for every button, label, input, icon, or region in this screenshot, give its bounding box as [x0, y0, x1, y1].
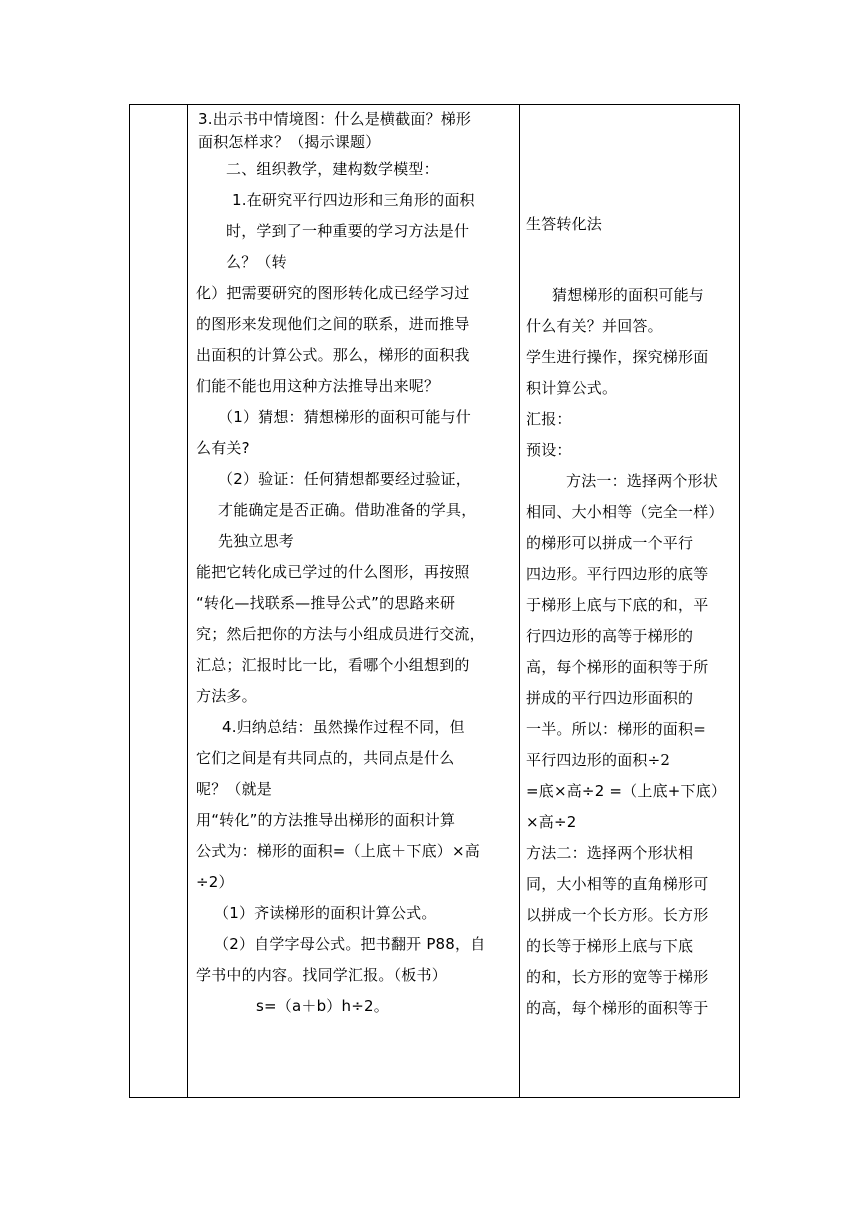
text-line: 猜想梯形的面积可能与 [552, 286, 705, 304]
text-line: 同，大小相等的直角梯形可 [526, 875, 709, 893]
text-line: “转化—找联系—推导公式”的思路来研 [196, 594, 456, 612]
text-line: 么有关? [196, 439, 250, 457]
text-line: 行四边形的高等于梯形的 [526, 627, 694, 645]
text-line: 方法多。 [196, 687, 257, 705]
text-line: 4.归纳总结：虽然操作过程不同，但 [222, 718, 465, 736]
student-activity-text [520, 209, 739, 1024]
text-line: 拼成的平行四边形面积的 [526, 689, 694, 707]
text-line: 的长等于梯形上底与下底 [526, 937, 694, 955]
text-line: 汇报： [526, 410, 572, 428]
text-line: 究；然后把你的方法与小组成员进行交流， [196, 625, 485, 643]
formula-line: ×高÷2 [526, 813, 577, 831]
text-line: 积计算公式。 [526, 379, 618, 397]
text-line: 的高，每个梯形的面积等于 [526, 999, 709, 1017]
text-line: 生答转化法 [526, 215, 603, 233]
text-line: 相同、大小相等（完全一样） [526, 503, 724, 521]
text-line: 汇总；汇报时比一比，看哪个小组想到的 [196, 656, 470, 674]
table-row [130, 105, 740, 1098]
text-line: 的和，长方形的宽等于梯形 [526, 968, 709, 986]
text-line: 才能确定是否正确。借助准备的学具， [218, 501, 477, 519]
text-line: 以拼成一个长方形。长方形 [526, 906, 709, 924]
text-line: 方法二：选择两个形状相 [526, 844, 694, 862]
text-line: 于梯形上底与下底的和，平 [526, 596, 709, 614]
text-line: 学生进行操作，探究梯形面 [526, 348, 709, 366]
section-heading: 二、组织教学，建构数学模型： [226, 160, 439, 178]
text-line: （1）猜想：猜想梯形的面积可能与什 [218, 408, 471, 426]
text-line: 先独立思考 [218, 532, 295, 550]
text-line: 呢？（就是 [196, 780, 273, 798]
text-line: 什么有关？并回答。 [526, 317, 663, 335]
text-line: 能把它转化成已学过的什么图形，再按照 [196, 563, 470, 581]
text-line: 时，学到了一种重要的学习方法是什 [226, 222, 470, 240]
formula-line: =底×高÷2 =（上底+下底） [526, 782, 727, 800]
text-line: 学书中的内容。找同学汇报。（板书） [196, 966, 447, 984]
text-line: 预设： [526, 441, 572, 459]
teaching-process-column [188, 105, 520, 1098]
formula-line: s=（a＋b）h÷2。 [256, 997, 389, 1015]
text-line: （2）验证：任何猜想都要经过验证， [218, 470, 471, 488]
text-line: 一半。所以：梯形的面积= [526, 720, 706, 738]
text-line: 用“转化”的方法推导出梯形的面积计算 [196, 811, 456, 829]
text-line: 化）把需要研究的图形转化成已经学习过 [196, 284, 470, 302]
text-line: 么？（转 [226, 253, 287, 271]
text-line: 方法一：选择两个形状 [566, 472, 719, 490]
text-line: 公式为：梯形的面积=（上底＋下底）×高 [196, 842, 480, 860]
student-activity-column [520, 105, 740, 1098]
text-line: 的梯形可以拼成一个平行 [526, 534, 694, 552]
text-line: 四边形。平行四边形的底等 [526, 565, 709, 583]
text-line: 出面积的计算公式。那么，梯形的面积我 [196, 346, 470, 364]
lesson-plan-table [129, 104, 740, 1098]
text-line: 面积怎样求？（揭示课题） [198, 133, 381, 151]
text-line: 高，每个梯形的面积等于所 [526, 658, 709, 676]
text-line: 它们之间是有共同点的，共同点是什么 [196, 749, 455, 767]
teaching-process-text [188, 105, 519, 1022]
text-line: 平行四边形的面积÷2 [526, 751, 671, 769]
text-line: 1.在研究平行四边形和三角形的面积 [232, 191, 475, 209]
text-line: 们能不能也用这种方法推导出来呢？ [196, 377, 440, 395]
text-line: 3.出示书中情境图：什么是横截面？梯形 [198, 110, 472, 128]
left-empty-column [130, 105, 188, 1098]
text-line: ÷2） [196, 873, 234, 891]
text-line: （2）自学字母公式。把书翻开 P88，自 [214, 935, 486, 953]
text-line: （1）齐读梯形的面积计算公式。 [214, 904, 437, 922]
text-line: 的图形来发现他们之间的联系，进而推导 [196, 315, 470, 333]
